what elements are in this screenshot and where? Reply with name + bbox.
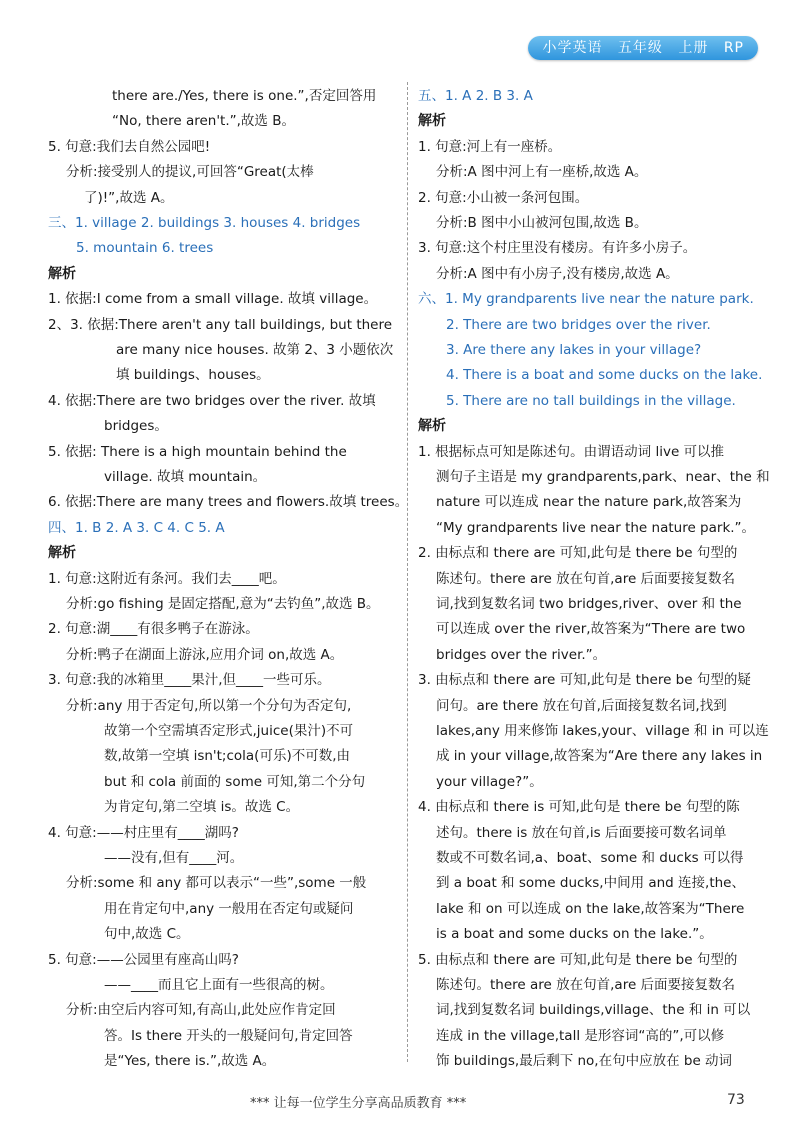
text-line: 陈述句。there are 放在句首,are 后面要接复数名 — [436, 570, 736, 587]
answer-line: 5. mountain 6. trees — [76, 240, 214, 257]
text-line: your village?”。 — [436, 773, 543, 790]
text-line: 数或不可数名词,a、boat、some 和 ducks 可以得 — [436, 850, 744, 866]
text-line: village. 故填 mountain。 — [104, 469, 267, 485]
footer-slogan: *** 让每一位学生分享高品质教育 *** — [250, 1096, 467, 1111]
text-line: 为肯定句,第二空填 is。故选 C。 — [104, 799, 300, 816]
answer-line: 3. Are there any lakes in your village? — [446, 342, 702, 358]
text-line: 5. 句意:我们去自然公园吧! — [48, 138, 211, 155]
text-line: there are./Yes, there is one.”,否定回答用 — [112, 88, 377, 104]
text-line: are many nice houses. 故第 2、3 小题依次 — [116, 342, 394, 358]
text-line: 成 in your village,故答案为“Are there any lakes in — [436, 748, 763, 765]
text-line: but 和 cola 前面的 some 可知,第二个分句 — [104, 773, 366, 790]
page-header — [0, 0, 800, 74]
text-line: 1. 根据标点可知是陈述句。由谓语动词 live 可以推 — [418, 443, 725, 460]
text-line: 分析:A 图中河上有一座桥,故选 A。 — [436, 164, 648, 181]
text-line: 分析:接受别人的提议,可回答“Great(太棒 — [66, 164, 314, 181]
text-line: 分析:B 图中小山被河包围,故选 B。 — [436, 215, 648, 231]
text-line: 述句。there is 放在句首,is 后面要接可数名词单 — [436, 824, 727, 841]
text-line: 词,找到复数名词 buildings,village、the 和 in 可以 — [436, 1002, 751, 1019]
page-number: 73 — [727, 1092, 745, 1108]
section-heading: 解析 — [418, 418, 446, 435]
section-heading: 解析 — [418, 113, 446, 130]
text-line: 故第一个空需填否定形式,juice(果汁)不可 — [104, 723, 354, 739]
text-line: 数,故第一空填 isn't;cola(可乐)不可数,由 — [104, 748, 351, 765]
text-line: 答。Is there 开头的一般疑问句,肯定回答 — [104, 1027, 353, 1044]
text-line: 问句。are there 放在句首,后面接复数名词,找到 — [436, 697, 727, 714]
text-line: 5. 由标点和 there are 可知,此句是 there be 句型的 — [418, 951, 738, 968]
text-line: 用在肯定句中,any 一般用在否定句或疑问 — [104, 900, 354, 917]
volume-label: 上册 — [678, 40, 709, 56]
text-line: 3. 由标点和 there are 可知,此句是 there be 句型的疑 — [418, 672, 751, 689]
text-line: 4. 依据:There are two bridges over the river. 故填 — [48, 392, 376, 409]
text-line: lakes,any 用来修饰 lakes,your、village 和 in 可以连 — [436, 723, 769, 739]
text-line: 是“Yes, there is.”,故选 A。 — [104, 1053, 276, 1070]
text-line: 分析:由空后内容可知,有高山,此处应作肯定回 — [66, 1002, 336, 1019]
text-line: 6. 依据:There are many trees and flowers.故填 trees。 — [48, 494, 409, 511]
answer-line: 5. There are no tall buildings in the village. — [446, 392, 736, 409]
subject-label: 小学英语 — [542, 40, 603, 56]
text-line: 1. 依据:I come from a small village. 故填 village。 — [48, 291, 378, 308]
text-line: 到 a boat 和 some ducks,中间用 and 连接,the、 — [436, 875, 745, 892]
text-line: nature 可以连成 near the nature park,故答案为 — [436, 494, 742, 511]
answer-line: 五、1. A 2. B 3. A — [418, 88, 533, 104]
text-line: 4. 句意:——村庄里有____湖吗? — [48, 824, 239, 841]
text-line: is a boat and some ducks on the lake.”。 — [436, 926, 713, 943]
text-line: 1. 句意:这附近有条河。我们去____吧。 — [48, 570, 286, 587]
book-info-tab — [528, 36, 758, 60]
text-line: 5. 句意:——公园里有座高山吗? — [48, 951, 239, 968]
edition-label: RP — [723, 40, 744, 56]
text-line: 词,找到复数名词 two bridges,river、over 和 the — [436, 596, 742, 612]
text-line: “My grandparents live near the nature park.”。 — [436, 519, 756, 536]
text-line: ——____而且它上面有一些很高的树。 — [104, 977, 334, 993]
text-line: bridges。 — [104, 418, 168, 435]
text-line: 句中,故选 C。 — [104, 926, 190, 943]
answer-line: 四、1. B 2. A 3. C 4. C 5. A — [48, 519, 225, 536]
answer-line: 4. There is a boat and some ducks on the lake. — [446, 367, 763, 384]
text-line: 分析:鸭子在湖面上游泳,应用介词 on,故选 A。 — [66, 646, 344, 663]
text-line: “No, there aren't.”,故选 B。 — [112, 113, 295, 130]
text-line: 3. 句意:我的冰箱里____果汁,但____一些可乐。 — [48, 672, 331, 689]
text-line: 1. 句意:河上有一座桥。 — [418, 138, 562, 155]
answer-line: 三、1. village 2. buildings 3. houses 4. bridges — [48, 215, 361, 231]
answer-line: 六、1. My grandparents live near the nature park. — [418, 291, 754, 308]
text-line: bridges over the river.”。 — [436, 646, 607, 663]
text-line: 5. 依据: There is a high mountain behind the — [48, 443, 347, 460]
text-line: 2. 句意:湖____有很多鸭子在游泳。 — [48, 621, 259, 638]
section-heading: 解析 — [48, 265, 76, 282]
text-line: 3. 句意:这个村庄里没有楼房。有许多小房子。 — [418, 240, 697, 257]
text-line: 2. 句意:小山被一条河包围。 — [418, 189, 589, 206]
text-line: 4. 由标点和 there is 可知,此句是 there be 句型的陈 — [418, 799, 740, 816]
column-divider — [407, 82, 408, 1062]
text-line: lake 和 on 可以连成 on the lake,故答案为“There — [436, 900, 745, 917]
text-line: 陈述句。there are 放在句首,are 后面要接复数名 — [436, 977, 736, 993]
text-line: 了)!”,故选 A。 — [84, 189, 174, 206]
text-line: 分析:A 图中有小房子,没有楼房,故选 A。 — [436, 265, 679, 282]
text-line: 填 buildings、houses。 — [116, 367, 270, 384]
text-line: 2、3. 依据:There aren't any tall buildings, but there — [48, 316, 393, 333]
section-heading: 解析 — [48, 545, 76, 562]
text-line: 连成 in the village,tall 是形容词“高的”,可以修 — [436, 1027, 725, 1044]
text-line: 可以连成 over the river,故答案为“There are two — [436, 621, 746, 638]
text-line: 饰 buildings,最后剩下 no,在句中应放在 be 动词 — [436, 1053, 733, 1070]
text-line: ——没有,但有____河。 — [104, 850, 244, 866]
text-line: 分析:any 用于否定句,所以第一个分句为否定句, — [66, 697, 352, 714]
grade-label: 五年级 — [617, 40, 663, 56]
answer-line: 2. There are two bridges over the river. — [446, 316, 711, 333]
text-line: 2. 由标点和 there are 可知,此句是 there be 句型的 — [418, 545, 738, 562]
text-line: 分析:go fishing 是固定搭配,意为“去钓鱼”,故选 B。 — [66, 596, 380, 612]
text-line: 测句子主语是 my grandparents,park、near、the 和 — [436, 469, 770, 485]
text-line: 分析:some 和 any 都可以表示“一些”,some 一般 — [66, 875, 367, 892]
